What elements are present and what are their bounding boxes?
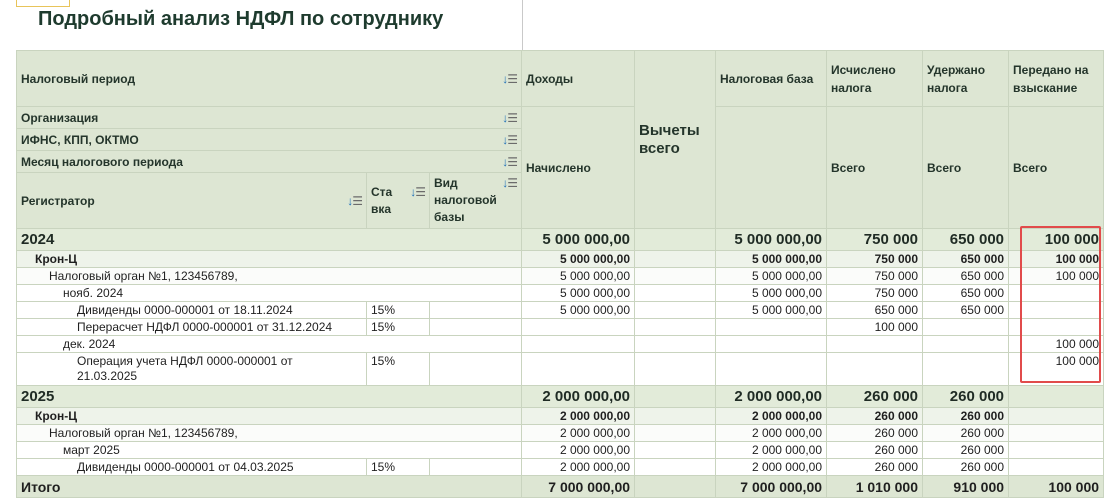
sort-icon[interactable]: ↓☰ (502, 110, 518, 125)
header-transferred-sub[interactable]: Всего (1009, 107, 1104, 229)
report-title: Подробный анализ НДФЛ по сотруднику (38, 8, 444, 30)
header-deductions[interactable]: Вычеты всего (635, 51, 716, 229)
sort-icon[interactable]: ↓☰ (502, 71, 518, 86)
header-calculated[interactable]: Исчислено налога (827, 51, 923, 107)
header-ifns[interactable]: ИФНС, КПП, ОКТМО ↓☰ (17, 129, 522, 151)
header-transferred[interactable]: Передано на взыскание (1009, 51, 1104, 107)
header-withheld[interactable]: Удержано налога (923, 51, 1009, 107)
table-row[interactable]: Операция учета НДФЛ 0000-000001 от 21.03.2025 15% 100 000 (17, 353, 1104, 386)
sort-icon[interactable]: ↓☰ (502, 176, 518, 190)
table-row[interactable]: 2025 2 000 000,00 2 000 000,00 260 000 260 000 (17, 386, 1104, 408)
header-base-kind[interactable]: ↓☰ Вид налоговой базы (430, 173, 522, 229)
sort-icon[interactable]: ↓☰ (410, 184, 425, 199)
sort-icon[interactable]: ↓☰ (347, 193, 362, 208)
total-row[interactable]: Итого 7 000 000,00 7 000 000,00 1 010 000 910 000 100 000 (17, 476, 1104, 498)
table-row[interactable]: нояб. 2024 5 000 000,00 5 000 000,00 750 000 650 000 (17, 285, 1104, 302)
table-row[interactable]: 2024 5 000 000,00 5 000 000,00 750 000 650 000 100 000 (17, 229, 1104, 251)
sort-icon[interactable]: ↓☰ (502, 132, 518, 147)
header-org[interactable]: Организация ↓☰ (17, 107, 522, 129)
sort-icon[interactable]: ↓☰ (502, 154, 518, 169)
highlight-frame (1020, 226, 1101, 383)
table-row[interactable]: март 2025 2 000 000,00 2 000 000,00 260 000 260 000 (17, 442, 1104, 459)
table-row[interactable]: дек. 2024 100 000 (17, 336, 1104, 353)
header-period[interactable]: Налоговый период ↓☰ (17, 51, 522, 107)
report-table (16, 50, 1104, 498)
header-calculated-sub[interactable]: Всего (827, 107, 923, 229)
header-income-sub[interactable]: Начислено (522, 107, 635, 229)
header-income[interactable]: Доходы (522, 51, 635, 107)
table-row[interactable]: Крон-Ц 2 000 000,00 2 000 000,00 260 000 260 000 (17, 408, 1104, 425)
header-month[interactable]: Месяц налогового периода ↓☰ (17, 151, 522, 173)
title-cell (16, 0, 523, 51)
table-row[interactable]: Дивиденды 0000-000001 от 18.11.2024 15% 5 000 000,00 5 000 000,00 650 000 650 000 (17, 302, 1104, 319)
table-row[interactable]: Перерасчет НДФЛ 0000-000001 от 31.12.2024 15% 100 000 (17, 319, 1104, 336)
table-row[interactable]: Крон-Ц 5 000 000,00 5 000 000,00 750 000 650 000 100 000 (17, 251, 1104, 268)
header-registrar[interactable]: Регистратор ↓☰ (17, 173, 367, 229)
header-tax-base[interactable]: Налоговая база (716, 51, 827, 107)
table-row[interactable]: Налоговый орган №1, 123456789, 2 000 000,00 2 000 000,00 260 000 260 000 (17, 425, 1104, 442)
header-withheld-sub[interactable]: Всего (923, 107, 1009, 229)
table-row[interactable]: Налоговый орган №1, 123456789, 5 000 000,00 5 000 000,00 750 000 650 000 100 000 (17, 268, 1104, 285)
table-row[interactable]: Дивиденды 0000-000001 от 04.03.2025 15% 2 000 000,00 2 000 000,00 260 000 260 000 (17, 459, 1104, 476)
header-tax-base-sub (716, 107, 827, 229)
header-rate[interactable]: ↓☰ Ставка (367, 173, 430, 229)
